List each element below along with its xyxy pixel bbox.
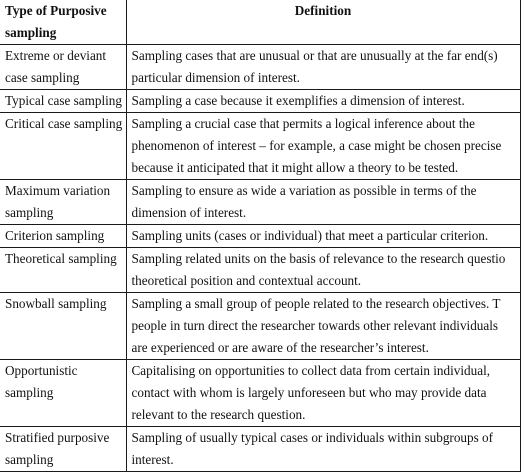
table-row [0, 427, 520, 472]
type-cell [0, 113, 126, 180]
definition-text: interest. [131, 452, 174, 467]
definition-text: are experienced or are aware of the researcher’s interest. [131, 340, 429, 355]
type-cell [0, 180, 126, 225]
table-row [0, 90, 520, 113]
type-cell [0, 225, 126, 248]
definition-text: contact with whom is largely unforeseen but who may provide data [131, 385, 487, 400]
table-row [0, 45, 520, 90]
table-row [0, 360, 520, 427]
table-row [0, 248, 520, 293]
header-type-line: sampling [5, 25, 57, 40]
type-text: sampling [5, 385, 54, 400]
definition-cell [126, 45, 520, 90]
definition-cell [126, 248, 520, 293]
type-text: Extreme or deviant [5, 48, 107, 63]
definition-cell [126, 225, 520, 248]
definition-cell [126, 427, 520, 472]
definition-text: Sampling a case because it exemplifies a dimension of interest. [131, 93, 465, 108]
definition-text: Sampling units (cases or individual) that meet a particular criterion. [131, 228, 489, 243]
definition-text: relevant to the research question. [131, 407, 306, 422]
type-cell [0, 248, 126, 293]
definition-text: people in turn direct the researcher towards other relevant individuals [131, 318, 499, 333]
definition-text: Sampling cases that are unusual or that are unusually at the far end(s) [131, 48, 498, 63]
table-row [0, 225, 520, 248]
definition-cell [126, 360, 520, 427]
type-text: sampling [5, 452, 54, 467]
type-text: Theoretical sampling [5, 251, 117, 266]
table-row [0, 180, 520, 225]
definition-text: because it anticipated that it might allow a theory to be tested. [131, 160, 459, 175]
definition-text: Sampling a small group of people related to the research objectives. T [131, 296, 501, 311]
type-cell [0, 90, 126, 113]
table-header-row [0, 0, 520, 45]
definition-cell [126, 180, 520, 225]
type-cell [0, 45, 126, 90]
type-text: Criterion sampling [5, 228, 105, 243]
type-text: Snowball sampling [5, 296, 107, 311]
definition-text: Capitalising on opportunities to collect data from certain individual, [131, 363, 491, 378]
table-row [0, 293, 520, 360]
type-text: case sampling [5, 70, 80, 85]
header-type [0, 0, 126, 45]
type-cell [0, 427, 126, 472]
type-cell [0, 360, 126, 427]
table-row [0, 113, 520, 180]
header-definition: Definition [126, 0, 520, 45]
type-text: Critical case sampling [5, 116, 123, 131]
definition-cell [126, 90, 520, 113]
definition-text: phenomenon of interest – for example, a case might be chosen precise [131, 138, 502, 153]
definition-cell [126, 113, 520, 180]
type-text: Maximum variation [5, 183, 111, 198]
type-text: Opportunistic [5, 363, 78, 378]
definition-cell [126, 293, 520, 360]
type-cell [0, 293, 126, 360]
definition-text: particular dimension of interest. [131, 70, 300, 85]
type-text: sampling [5, 205, 54, 220]
header-type-line: Type of Purposive [5, 3, 107, 18]
definition-text: theoretical position and contextual account. [131, 273, 362, 288]
type-text: Stratified purposive [5, 430, 110, 445]
definition-text: Sampling to ensure as wide a variation as possible in terms of the [131, 183, 477, 198]
definition-text: Sampling of usually typical cases or individuals within subgroups of [131, 430, 494, 445]
definition-text: dimension of interest. [131, 205, 247, 220]
definition-text: Sampling related units on the basis of relevance to the research questio [131, 251, 506, 266]
type-text: Typical case sampling [5, 93, 122, 108]
definition-text: Sampling a crucial case that permits a logical inference about the [131, 116, 475, 131]
